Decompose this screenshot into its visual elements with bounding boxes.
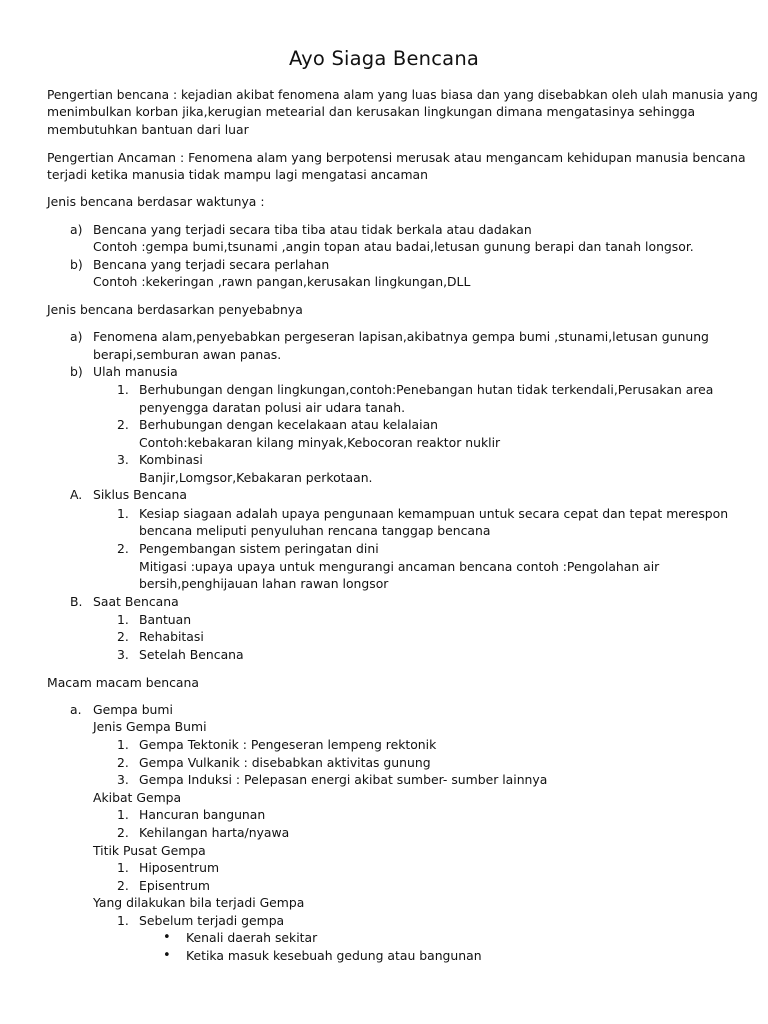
list-item-text: Kesiap siagaan adalah upaya pengunaan kemampuan untuk secara cepat dan tepat merespon: [139, 506, 729, 521]
list-marker: 1.: [117, 807, 129, 822]
list-item-text: Pengembangan sistem peringatan dini: [139, 541, 379, 556]
list-item-text: Hancuran bangunan: [139, 807, 266, 822]
list-marker: a.: [70, 702, 82, 717]
list-marker: a): [70, 329, 83, 344]
bullet-icon: •: [163, 930, 171, 945]
pengertian-bencana-line-2: menimbulkan korban jika,kerugian metearial dan kerusakan lingkungan dimana mengatasinya sehingga: [47, 104, 696, 119]
list-item-text: Bencana yang terjadi secara tiba tiba atau tidak berkala atau dadakan: [93, 222, 532, 237]
list-item-text: Contoh :kekeringan ,rawn pangan,kerusakan lingkungan,DLL: [93, 274, 471, 289]
pengertian-ancaman-line-2: terjadi ketika manusia tidak mampu lagi mengatasi ancaman: [47, 167, 429, 182]
jenis-waktu-heading: Jenis bencana berdasar waktunya :: [47, 194, 265, 209]
titik-pusat-label: Titik Pusat Gempa: [93, 843, 206, 858]
list-item-text: Gempa Vulkanik : disebabkan aktivitas gunung: [139, 755, 431, 770]
list-item-text: Ulah manusia: [93, 364, 178, 379]
list-marker: 1.: [117, 860, 129, 875]
list-marker: A.: [70, 487, 83, 502]
list-item-text: Sebelum terjadi gempa: [139, 913, 285, 928]
siklus-label: Siklus Bencana: [93, 487, 188, 502]
list-marker: a): [70, 222, 83, 237]
list-item-text: Bencana yang terjadi secara perlahan: [93, 257, 330, 272]
list-item-text: bencana meliputi penyuluhan rencana tanggap bencana: [139, 523, 491, 538]
list-marker: 2.: [117, 878, 129, 893]
list-item-text: bersih,penghijauan lahan rawan longsor: [139, 576, 389, 591]
list-item-text: Gempa Induksi : Pelepasan energi akibat sumber- sumber lainnya: [139, 772, 548, 787]
list-item-text: Setelah Bencana: [139, 647, 244, 662]
bullet-icon: •: [163, 948, 171, 963]
list-marker: 3.: [117, 452, 129, 467]
list-item-text: Contoh:kebakaran kilang minyak,Kebocoran reaktor nuklir: [139, 435, 501, 450]
akibat-gempa-label: Akibat Gempa: [93, 790, 182, 805]
list-marker: 2.: [117, 825, 129, 840]
list-marker: 2.: [117, 417, 129, 432]
yang-dilakukan-label: Yang dilakukan bila terjadi Gempa: [93, 895, 305, 910]
list-item-text: Mitigasi :upaya upaya untuk mengurangi ancaman bencana contoh :Pengolahan air: [139, 559, 660, 574]
macam-heading: Macam macam bencana: [47, 675, 199, 690]
list-item-text: Fenomena alam,penyebabkan pergeseran lapisan,akibatnya gempa bumi ,stunami,letusan gunung: [93, 329, 709, 344]
list-marker: 1.: [117, 737, 129, 752]
pengertian-ancaman-line-1: Pengertian Ancaman : Fenomena alam yang berpotensi merusak atau mengancam kehidupan manusia bencana: [47, 150, 746, 165]
list-item-text: Berhubungan dengan lingkungan,contoh:Penebangan hutan tidak terkendali,Perusakan area: [139, 382, 714, 397]
list-marker: b): [70, 257, 83, 272]
list-item-text: Bantuan: [139, 612, 192, 627]
list-marker: 2.: [117, 541, 129, 556]
list-marker: 2.: [117, 755, 129, 770]
gempa-bumi-label: Gempa bumi: [93, 702, 173, 717]
list-marker: 3.: [117, 647, 129, 662]
saat-label: Saat Bencana: [93, 594, 179, 609]
list-marker: 1.: [117, 382, 129, 397]
list-marker: 2.: [117, 629, 129, 644]
pengertian-bencana-line-1: Pengertian bencana : kejadian akibat fenomena alam yang luas biasa dan yang disebabkan oleh ulah manusia yang: [47, 87, 758, 102]
list-item-text: Berhubungan dengan kecelakaan atau kelalaian: [139, 417, 439, 432]
list-marker: B.: [70, 594, 83, 609]
list-item-text: Kehilangan harta/nyawa: [139, 825, 290, 840]
jenis-penyebab-heading: Jenis bencana berdasarkan penyebabnya: [47, 302, 303, 317]
pengertian-bencana-line-3: membutuhkan bantuan dari luar: [47, 122, 249, 137]
list-item-text: berapi,semburan awan panas.: [93, 347, 282, 362]
list-marker: 1.: [117, 913, 129, 928]
list-item-text: Kenali daerah sekitar: [186, 930, 318, 945]
list-marker: 1.: [117, 506, 129, 521]
list-marker: 3.: [117, 772, 129, 787]
list-item-text: Contoh :gempa bumi,tsunami ,angin topan atau badai,letusan gunung berapi dan tanah longsor.: [93, 239, 694, 254]
list-item-text: penyengga daratan polusi air udara tanah.: [139, 400, 406, 415]
list-item-text: Rehabitasi: [139, 629, 204, 644]
list-item-text: Kombinasi: [139, 452, 203, 467]
list-marker: b): [70, 364, 83, 379]
jenis-gempa-label: Jenis Gempa Bumi: [93, 719, 207, 734]
list-item-text: Ketika masuk kesebuah gedung atau bangunan: [186, 948, 482, 963]
list-item-text: Banjir,Lomgsor,Kebakaran perkotaan.: [139, 470, 373, 485]
list-item-text: Gempa Tektonik : Pengeseran lempeng rektonik: [139, 737, 437, 752]
list-item-text: Hiposentrum: [139, 860, 220, 875]
document-title: Ayo Siaga Bencana: [288, 47, 480, 70]
list-item-text: Episentrum: [139, 878, 210, 893]
list-marker: 1.: [117, 612, 129, 627]
